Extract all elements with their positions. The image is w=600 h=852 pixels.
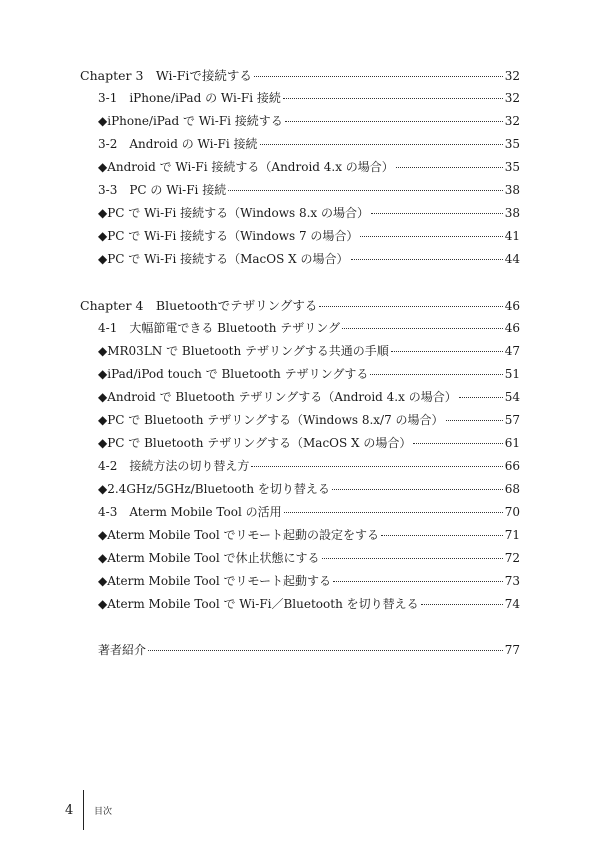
- dot-leader: [228, 190, 503, 191]
- toc-entry[interactable]: [80, 202, 520, 225]
- toc-chapter-3[interactable]: [80, 64, 520, 87]
- spacer: [80, 616, 520, 639]
- page-number: 32: [504, 114, 520, 128]
- toc-entry[interactable]: [80, 133, 520, 156]
- dot-leader: [396, 167, 503, 168]
- entry-label: ◆PC で Wi-Fi 接続する（Windows 7 の場合）: [98, 229, 359, 243]
- entry-label: ◆iPad/iPod touch で Bluetooth テザリングする: [98, 367, 369, 381]
- entry-label: ◆2.4GHz/5GHz/Bluetooth を切り替える: [98, 482, 330, 496]
- page-number: 57: [504, 413, 520, 427]
- page-number: 68: [504, 482, 520, 496]
- dot-leader: [351, 259, 503, 260]
- page-number: 44: [504, 252, 520, 266]
- dot-leader: [333, 581, 503, 582]
- page-number: 38: [504, 183, 520, 197]
- dot-leader: [332, 489, 503, 490]
- page-number: 35: [504, 137, 520, 151]
- toc-entry[interactable]: [80, 110, 520, 133]
- page-number: 38: [504, 206, 520, 220]
- entry-label: ◆Aterm Mobile Tool で Wi-Fi／Bluetooth を切り替える: [98, 597, 419, 611]
- toc-entry[interactable]: [80, 478, 520, 501]
- page-number: 74: [504, 597, 520, 611]
- page-number: 41: [504, 229, 520, 243]
- toc-entry[interactable]: [80, 432, 520, 455]
- entry-label: 4-2 接続方法の切り替え方: [98, 459, 250, 473]
- entry-label: ◆PC で Bluetooth テザリングする（Windows 8.x/7 の場合）: [98, 413, 444, 427]
- entry-label: ◆iPhone/iPad で Wi-Fi 接続する: [98, 114, 283, 128]
- author-label: 著者紹介: [98, 643, 147, 657]
- dot-leader: [391, 351, 503, 352]
- dot-leader: [283, 98, 503, 99]
- toc-entry[interactable]: [80, 386, 520, 409]
- dot-leader: [322, 558, 503, 559]
- toc-entry[interactable]: [80, 317, 520, 340]
- footer-page-number: 4: [65, 802, 74, 818]
- entry-label: ◆PC で Wi-Fi 接続する（Windows 8.x の場合）: [98, 206, 369, 220]
- toc-entry[interactable]: [80, 455, 520, 478]
- entry-label: ◆PC で Wi-Fi 接続する（MacOS X の場合）: [98, 252, 349, 266]
- page-number: 46: [504, 299, 520, 313]
- dot-leader: [360, 236, 502, 237]
- entry-label: ◆Aterm Mobile Tool で休止状態にする: [98, 551, 320, 565]
- page-number: 71: [504, 528, 520, 542]
- dot-leader: [260, 144, 503, 145]
- page-number: 61: [504, 436, 520, 450]
- page-number: 51: [504, 367, 520, 381]
- page-number: 72: [504, 551, 520, 565]
- toc-entry[interactable]: [80, 570, 520, 593]
- page-number: 32: [504, 91, 520, 105]
- dot-leader: [381, 535, 503, 536]
- entry-label: 3-3 PC の Wi-Fi 接続: [98, 183, 227, 197]
- page-number: 66: [504, 459, 520, 473]
- dot-leader: [446, 420, 503, 421]
- dot-leader: [370, 374, 502, 375]
- entry-label: ◆PC で Bluetooth テザリングする（MacOS X の場合）: [98, 436, 412, 450]
- toc-entry[interactable]: [80, 248, 520, 271]
- spacer: [80, 271, 520, 294]
- toc-entry[interactable]: [80, 547, 520, 570]
- toc-entry[interactable]: [80, 340, 520, 363]
- entry-label: ◆Android で Wi-Fi 接続する（Android 4.x の場合）: [98, 160, 394, 174]
- dot-leader: [285, 121, 503, 122]
- toc-entry[interactable]: [80, 524, 520, 547]
- page-number: 77: [504, 643, 520, 657]
- dot-leader: [251, 466, 502, 467]
- page-number: 32: [504, 69, 520, 83]
- page-number: 35: [504, 160, 520, 174]
- toc-entry[interactable]: [80, 409, 520, 432]
- dot-leader: [148, 650, 503, 651]
- table-of-contents: [80, 64, 520, 662]
- toc-entry[interactable]: [80, 593, 520, 616]
- dot-leader: [413, 443, 502, 444]
- page-footer: [65, 790, 112, 830]
- page-number: 54: [504, 390, 520, 404]
- entry-label: ◆Aterm Mobile Tool でリモート起動する: [98, 574, 332, 588]
- toc-author[interactable]: [80, 639, 520, 662]
- dot-leader: [421, 604, 503, 605]
- dot-leader: [371, 213, 503, 214]
- chapter-title: Chapter 4 Bluetoothでテザリングする: [80, 298, 318, 313]
- entry-label: 3-2 Android の Wi-Fi 接続: [98, 137, 258, 151]
- entry-label: 3-1 iPhone/iPad の Wi-Fi 接続: [98, 91, 281, 105]
- page-number: 46: [504, 321, 520, 335]
- entry-label: 4-3 Aterm Mobile Tool の活用: [98, 505, 282, 519]
- dot-leader: [459, 397, 503, 398]
- entry-label: ◆Android で Bluetooth テザリングする（Android 4.x の場合）: [98, 390, 457, 404]
- toc-entry[interactable]: [80, 179, 520, 202]
- dot-leader: [342, 328, 503, 329]
- entry-label: ◆Aterm Mobile Tool でリモート起動の設定をする: [98, 528, 380, 542]
- page-number: 73: [504, 574, 520, 588]
- dot-leader: [319, 306, 502, 307]
- toc-entry[interactable]: [80, 363, 520, 386]
- dot-leader: [284, 512, 503, 513]
- footer-divider: [83, 790, 84, 830]
- toc-entry[interactable]: [80, 156, 520, 179]
- entry-label: ◆MR03LN で Bluetooth テザリングする共通の手順: [98, 344, 389, 358]
- dot-leader: [254, 76, 503, 77]
- toc-entry[interactable]: [80, 501, 520, 524]
- toc-entry[interactable]: [80, 87, 520, 110]
- page-number: 70: [504, 505, 520, 519]
- page-number: 47: [504, 344, 520, 358]
- chapter-title: Chapter 3 Wi-Fiで接続する: [80, 68, 252, 83]
- toc-chapter-4[interactable]: [80, 294, 520, 317]
- toc-entry[interactable]: [80, 225, 520, 248]
- footer-section-title: 目次: [94, 806, 113, 817]
- entry-label: 4-1 大幅節電できる Bluetooth テザリング: [98, 321, 341, 335]
